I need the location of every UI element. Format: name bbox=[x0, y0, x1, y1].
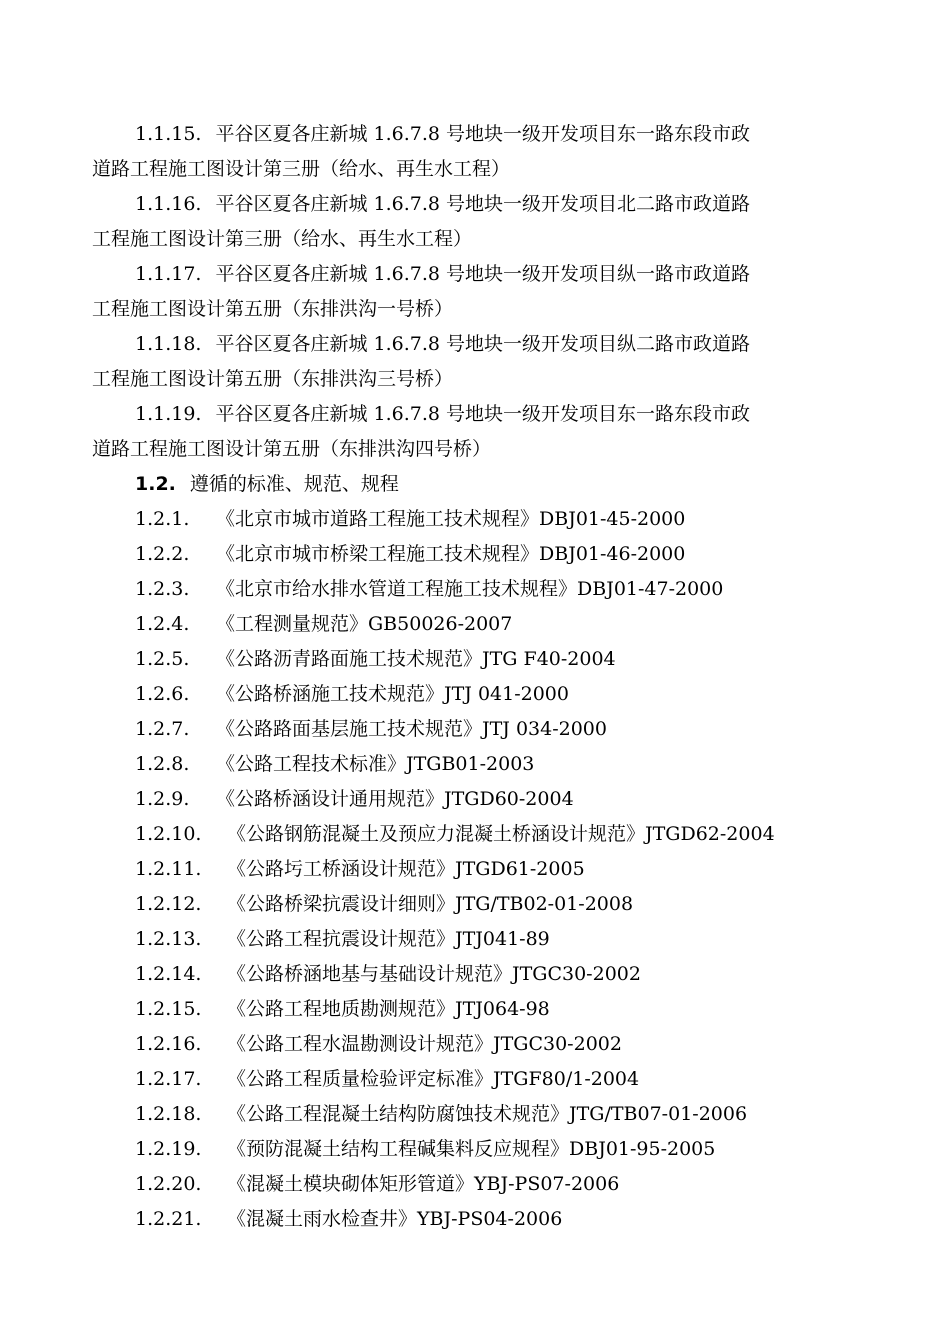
item-continuation-line: 工程施工图设计第五册（东排洪沟三号桥） bbox=[92, 368, 454, 390]
standard-number: 1.2.5. bbox=[135, 648, 190, 670]
standard-number: 1.2.17. bbox=[135, 1068, 202, 1090]
standard-item bbox=[92, 537, 862, 572]
standard-item bbox=[92, 887, 862, 922]
standard-text: 《北京市城市桥梁工程施工技术规程》DBJ01-46-2000 bbox=[216, 543, 686, 565]
standard-text: 《北京市给水排水管道工程施工技术规程》DBJ01-47-2000 bbox=[216, 578, 724, 600]
standard-text: 《公路钢筋混凝土及预应力混凝土桥涵设计规范》JTGD62-2004 bbox=[227, 823, 775, 845]
standard-text: 《公路工程水温勘测设计规范》JTGC30-2002 bbox=[227, 1033, 622, 1055]
standard-number: 1.2.7. bbox=[135, 718, 190, 740]
item-1-1-17 bbox=[92, 257, 862, 327]
item-number: 1.1.18. bbox=[135, 333, 202, 355]
standard-item bbox=[92, 607, 862, 642]
section-title: 遵循的标准、规范、规程 bbox=[189, 473, 399, 495]
standard-text: 《公路沥青路面施工技术规范》JTG F40-2004 bbox=[216, 648, 616, 670]
standard-text: 《公路工程地质勘测规范》JTJ064-98 bbox=[227, 998, 550, 1020]
standard-item bbox=[92, 1132, 862, 1167]
standard-text: 《公路路面基层施工技术规范》JTJ 034-2000 bbox=[216, 718, 607, 740]
item-first-line bbox=[92, 397, 862, 432]
standard-number: 1.2.1. bbox=[135, 508, 190, 530]
item-text: 平谷区夏各庄新城 1.6.7.8 号地块一级开发项目东一路东段市政 bbox=[215, 403, 751, 425]
standard-number: 1.2.3. bbox=[135, 578, 190, 600]
standard-text: 《公路工程混凝土结构防腐蚀技术规范》JTG/TB07-01-2006 bbox=[227, 1103, 748, 1125]
document-body bbox=[92, 117, 862, 1237]
item-number: 1.1.17. bbox=[135, 263, 202, 285]
standard-number: 1.2.20. bbox=[135, 1173, 202, 1195]
standard-item bbox=[92, 1167, 862, 1202]
standard-number: 1.2.21. bbox=[135, 1208, 202, 1230]
item-first-line bbox=[92, 117, 862, 152]
standard-text: 《混凝土雨水检查井》YBJ-PS04-2006 bbox=[227, 1208, 563, 1230]
standard-item bbox=[92, 572, 862, 607]
standard-number: 1.2.13. bbox=[135, 928, 202, 950]
standard-text: 《公路桥涵地基与基础设计规范》JTGC30-2002 bbox=[227, 963, 641, 985]
standard-item bbox=[92, 992, 862, 1027]
standard-item bbox=[92, 1097, 862, 1132]
item-1-1-15 bbox=[92, 117, 862, 187]
standard-number: 1.2.6. bbox=[135, 683, 190, 705]
standard-number: 1.2.12. bbox=[135, 893, 202, 915]
standard-number: 1.2.10. bbox=[135, 823, 202, 845]
item-continuation-line: 道路工程施工图设计第三册（给水、再生水工程） bbox=[92, 158, 511, 180]
standard-item bbox=[92, 957, 862, 992]
standard-item bbox=[92, 677, 862, 712]
item-text: 平谷区夏各庄新城 1.6.7.8 号地块一级开发项目东一路东段市政 bbox=[215, 123, 751, 145]
item-first-line bbox=[92, 327, 862, 362]
standard-number: 1.2.14. bbox=[135, 963, 202, 985]
standard-text: 《混凝土模块砌体矩形管道》YBJ-PS07-2006 bbox=[227, 1173, 620, 1195]
standard-item bbox=[92, 712, 862, 747]
section-number: 1.2. bbox=[135, 473, 176, 495]
standard-number: 1.2.18. bbox=[135, 1103, 202, 1125]
item-1-1-16 bbox=[92, 187, 862, 257]
standard-item bbox=[92, 852, 862, 887]
standard-text: 《公路桥涵施工技术规范》JTJ 041-2000 bbox=[216, 683, 569, 705]
item-1-1-19 bbox=[92, 397, 862, 467]
item-first-line bbox=[92, 257, 862, 292]
standard-item bbox=[92, 502, 862, 537]
standard-text: 《公路工程质量检验评定标准》JTGF80/1-2004 bbox=[227, 1068, 640, 1090]
standard-item bbox=[92, 1062, 862, 1097]
item-continuation-line: 工程施工图设计第五册（东排洪沟一号桥） bbox=[92, 298, 454, 320]
item-number: 1.1.15. bbox=[135, 123, 202, 145]
standard-item bbox=[92, 922, 862, 957]
standard-number: 1.2.9. bbox=[135, 788, 190, 810]
standard-item bbox=[92, 747, 862, 782]
item-text: 平谷区夏各庄新城 1.6.7.8 号地块一级开发项目纵二路市政道路 bbox=[215, 333, 751, 355]
standard-number: 1.2.8. bbox=[135, 753, 190, 775]
standard-number: 1.2.2. bbox=[135, 543, 190, 565]
item-number: 1.1.16. bbox=[135, 193, 202, 215]
standard-text: 《公路圬工桥涵设计规范》JTGD61-2005 bbox=[227, 858, 585, 880]
standard-item bbox=[92, 817, 862, 852]
standard-text: 《工程测量规范》GB50026-2007 bbox=[216, 613, 513, 635]
standard-number: 1.2.19. bbox=[135, 1138, 202, 1160]
item-text: 平谷区夏各庄新城 1.6.7.8 号地块一级开发项目纵一路市政道路 bbox=[215, 263, 751, 285]
standard-item bbox=[92, 782, 862, 817]
section-heading-1-2 bbox=[92, 467, 862, 502]
standard-item bbox=[92, 1027, 862, 1062]
standard-text: 《公路工程技术标准》JTGB01-2003 bbox=[216, 753, 535, 775]
standard-text: 《公路桥涵设计通用规范》JTGD60-2004 bbox=[216, 788, 574, 810]
standard-text: 《公路桥梁抗震设计细则》JTG/TB02-01-2008 bbox=[227, 893, 634, 915]
standard-text: 《预防混凝土结构工程碱集料反应规程》DBJ01-95-2005 bbox=[227, 1138, 716, 1160]
item-continuation-line: 道路工程施工图设计第五册（东排洪沟四号桥） bbox=[92, 438, 492, 460]
standard-number: 1.2.16. bbox=[135, 1033, 202, 1055]
standard-text: 《公路工程抗震设计规范》JTJ041-89 bbox=[227, 928, 550, 950]
item-1-1-18 bbox=[92, 327, 862, 397]
item-number: 1.1.19. bbox=[135, 403, 202, 425]
item-text: 平谷区夏各庄新城 1.6.7.8 号地块一级开发项目北二路市政道路 bbox=[215, 193, 751, 215]
standard-item bbox=[92, 1202, 862, 1237]
standard-number: 1.2.4. bbox=[135, 613, 190, 635]
item-first-line bbox=[92, 187, 862, 222]
standard-item bbox=[92, 642, 862, 677]
item-continuation-line: 工程施工图设计第三册（给水、再生水工程） bbox=[92, 228, 473, 250]
standard-text: 《北京市城市道路工程施工技术规程》DBJ01-45-2000 bbox=[216, 508, 686, 530]
standard-number: 1.2.11. bbox=[135, 858, 202, 880]
standard-number: 1.2.15. bbox=[135, 998, 202, 1020]
standards-list bbox=[92, 502, 862, 1237]
